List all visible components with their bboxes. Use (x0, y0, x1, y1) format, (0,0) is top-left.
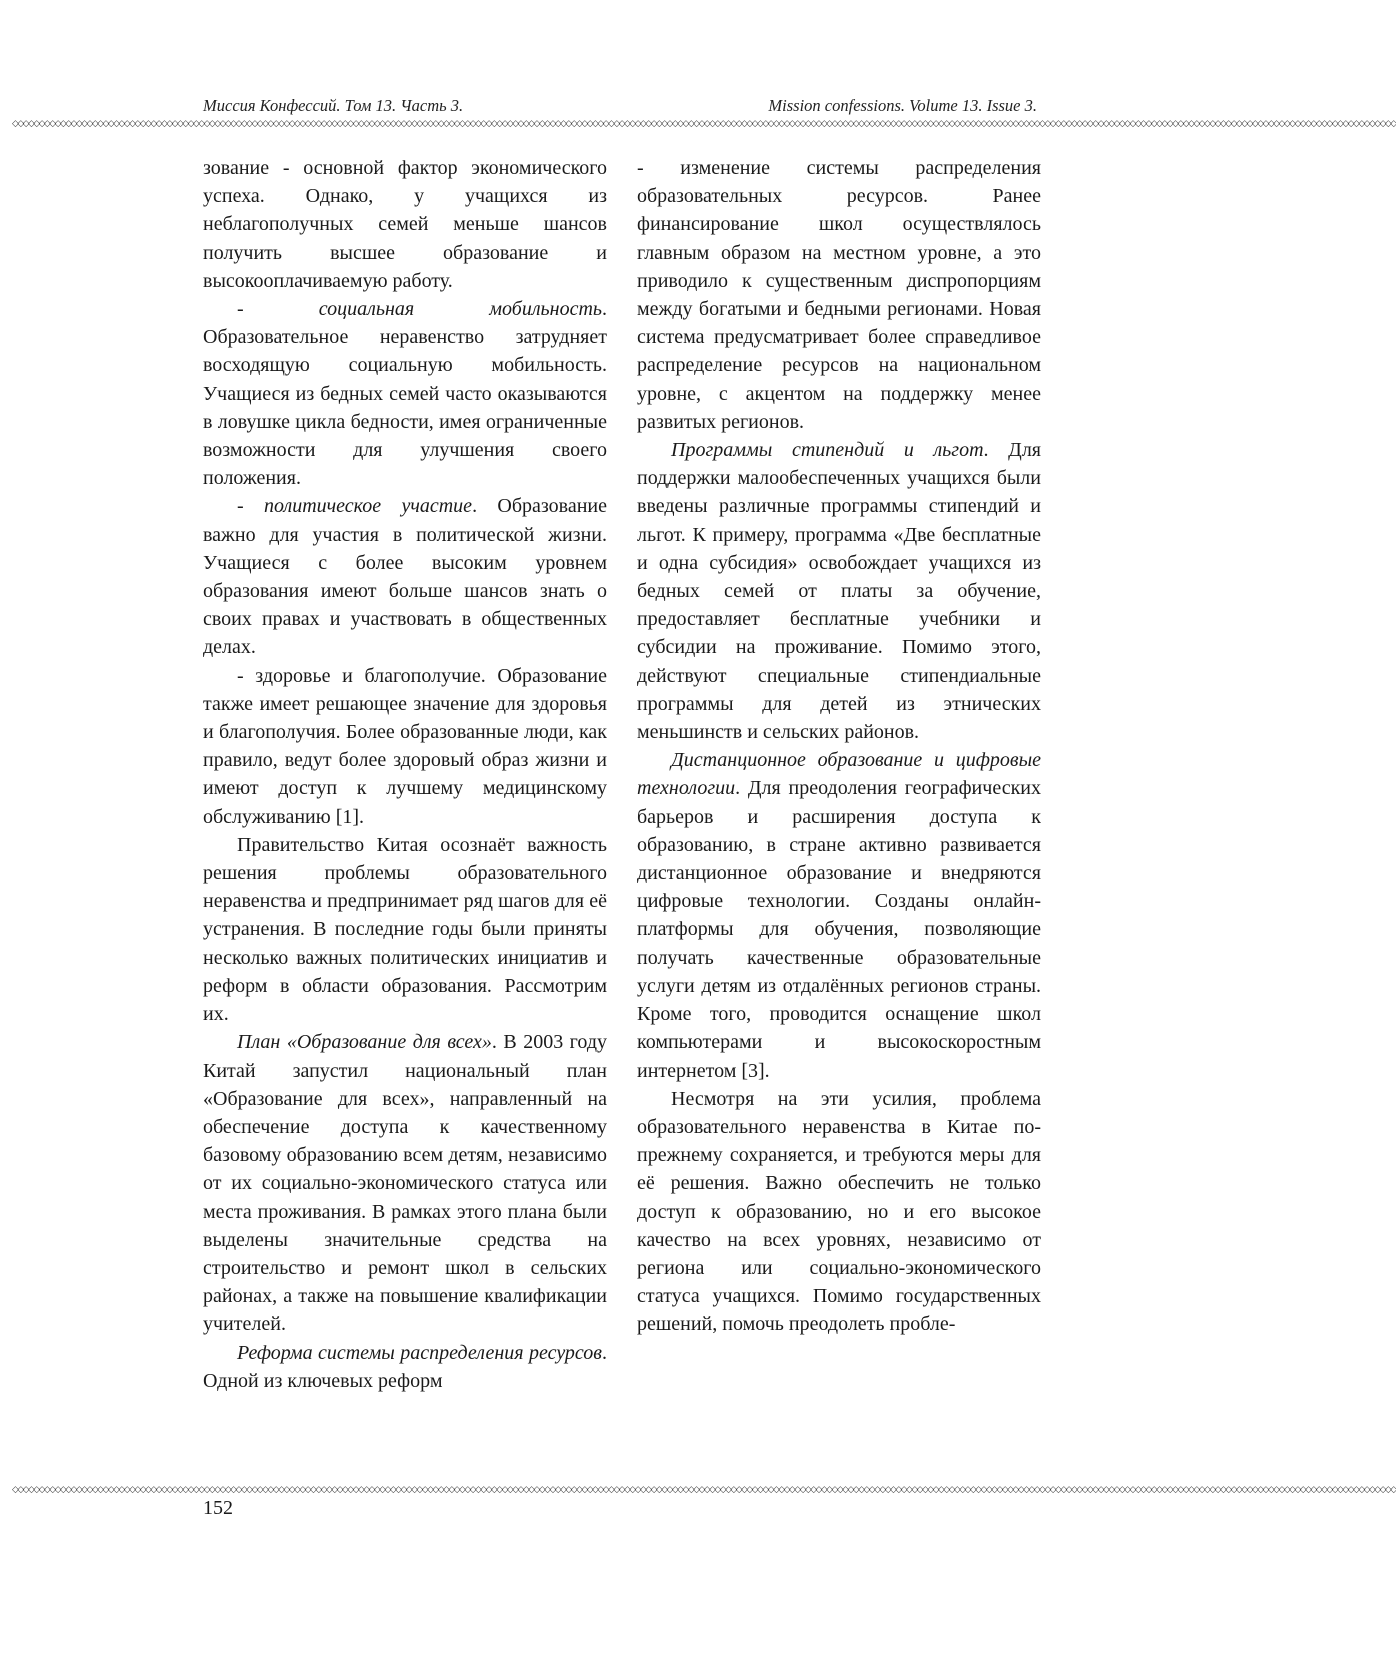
paragraph: - политическое участие. Образование важно для участия в политической жизни. Учащиеся с более высоким уровнем образования имеют больше шансов знать о своих правах и участвовать в общественных делах. (203, 492, 607, 661)
paragraph: - социальная мобильность. Образовательное неравенство затрудняет восходящую социальную мобильность. Учащиеся из бедных семей часто оказываются в ловушке цикла бедности, имея ограниченные возможности для улучшения своего положения. (203, 295, 607, 492)
italic-term: - социальная мобильность (237, 298, 602, 320)
italic-term: Программы стипендий и льгот (671, 439, 984, 461)
paragraph: Программы стипендий и льгот. Для поддержки малообеспеченных учащихся были введены различные программы стипендий и льгот. К примеру, программа «Две бесплатные и одна субсидия» освобождает учащихся из бедных семей от платы за обучение, предоставляет бесплатные учебники и субсидии на проживание. Помимо этого, действуют специальные стипендиальные программы для детей из этнических меньшинств и сельских районов. (637, 436, 1041, 746)
running-header (203, 96, 1037, 120)
paragraph: Правительство Китая осознаёт важность решения проблемы образовательного неравенства и предпринимает ряд шагов для её устранения. В последние годы были приняты несколько важных политических инициатив и реформ в области образования. Рассмотрим их. (203, 831, 607, 1028)
left-column (203, 154, 607, 1395)
italic-term: Дистанционное образование и цифровые технологии (637, 749, 1041, 799)
paragraph: Дистанционное образование и цифровые технологии. Для преодоления географических барьеров и расширения доступа к образованию, в стране активно развивается дистанционное образование и внедряются цифровые технологии. Созданы онлайн-платформы для обучения, позволяющие получать качественные образовательные услуги детям из отдалённых регионов страны. Кроме того, проводится оснащение школ компьютерами и высокоскоростным интернетом [3]. (637, 746, 1041, 1084)
paragraph: зование - основной фактор экономического успеха. Однако, у учащихся из неблагополучных семей меньше шансов получить высшее образование и высокооплачиваемую работу. (203, 154, 607, 295)
paragraph: Несмотря на эти усилия, проблема образовательного неравенства в Китае по-прежнему сохраняется, и требуются меры для её решения. Важно обеспечить не только доступ к образованию, но и его высокое качество на всех уровнях, независимо от региона или социально-экономического статуса учащихся. Помимо государственных решений, помочь преодолеть пробле- (637, 1085, 1041, 1339)
paragraph: - изменение системы распределения образовательных ресурсов. Ранее финансирование школ осуществлялось главным образом на местном уровне, а это приводило к существенным диспропорциям между богатыми и бедными регионами. Новая система предусматривает более справедливое распределение ресурсов на национальном уровне, с акцентом на поддержку менее развитых регионов. (637, 154, 1041, 436)
paragraph: - здоровье и благополучие. Образование также имеет решающее значение для здоровья и благополучия. Более образованные люди, как правило, ведут более здоровый образ жизни и имеют доступ к лучшему медицинскому обслуживанию [1]. (203, 662, 607, 831)
italic-term: - политическое участие (237, 495, 472, 517)
italic-term: Реформа системы распределения ресурсов (237, 1342, 602, 1364)
bottom-ornament-rule: ◇◇◇◇◇◇◇◇◇◇◇◇◇◇◇◇◇◇◇◇◇◇◇◇◇◇◇◇◇◇◇◇◇◇◇◇◇◇◇◇◇◇◇◇◇◇◇◇◇◇◇◇◇◇◇◇◇◇◇◇◇◇◇◇◇◇◇◇◇◇◇◇◇◇◇◇◇◇◇◇◇◇◇◇◇◇◇◇◇◇◇◇◇◇◇◇◇◇◇◇◇◇◇◇◇◇◇◇◇◇◇◇◇◇◇◇◇◇◇◇◇◇◇◇◇◇◇◇◇◇◇◇◇◇◇◇◇◇◇◇◇◇◇◇◇◇◇◇◇◇◇◇◇◇◇◇◇◇◇◇◇◇◇◇◇◇◇◇◇◇◇◇◇◇◇◇◇◇◇◇◇◇◇◇◇◇◇◇◇◇◇◇◇◇◇◇◇◇◇◇◇◇◇◇◇◇◇◇◇◇◇◇◇◇◇◇◇◇◇◇◇◇◇◇◇◇◇◇◇◇◇◇◇◇◇◇◇◇◇◇◇◇◇◇◇◇◇◇◇◇◇◇◇◇◇◇◇◇◇◇ (12, 1485, 1188, 1495)
top-ornament-rule: ◇◇◇◇◇◇◇◇◇◇◇◇◇◇◇◇◇◇◇◇◇◇◇◇◇◇◇◇◇◇◇◇◇◇◇◇◇◇◇◇◇◇◇◇◇◇◇◇◇◇◇◇◇◇◇◇◇◇◇◇◇◇◇◇◇◇◇◇◇◇◇◇◇◇◇◇◇◇◇◇◇◇◇◇◇◇◇◇◇◇◇◇◇◇◇◇◇◇◇◇◇◇◇◇◇◇◇◇◇◇◇◇◇◇◇◇◇◇◇◇◇◇◇◇◇◇◇◇◇◇◇◇◇◇◇◇◇◇◇◇◇◇◇◇◇◇◇◇◇◇◇◇◇◇◇◇◇◇◇◇◇◇◇◇◇◇◇◇◇◇◇◇◇◇◇◇◇◇◇◇◇◇◇◇◇◇◇◇◇◇◇◇◇◇◇◇◇◇◇◇◇◇◇◇◇◇◇◇◇◇◇◇◇◇◇◇◇◇◇◇◇◇◇◇◇◇◇◇◇◇◇◇◇◇◇◇◇◇◇◇◇◇◇◇◇◇◇◇◇◇◇◇◇◇◇◇◇◇◇◇ (12, 119, 1188, 129)
italic-term: План «Образование для всех» (237, 1031, 492, 1053)
journal-title-ru: Миссия Конфессий. Том 13. Часть 3. (203, 96, 463, 116)
paragraph: Реформа системы распределения ресурсов. Одной из ключевых реформ (203, 1339, 607, 1395)
right-column (637, 154, 1041, 1339)
page-number: 152 (203, 1497, 233, 1520)
paragraph: План «Образование для всех». В 2003 году Китай запустил национальный план «Образование для всех», направленный на обеспечение доступа к качественному базовому образованию всем детям, независимо от их социально-экономического статуса или места проживания. В рамках этого плана были выделены значительные средства на строительство и ремонт школ в сельских районах, а также на повышение квалификации учителей. (203, 1028, 607, 1338)
journal-title-en: Mission confessions. Volume 13. Issue 3. (768, 96, 1037, 116)
